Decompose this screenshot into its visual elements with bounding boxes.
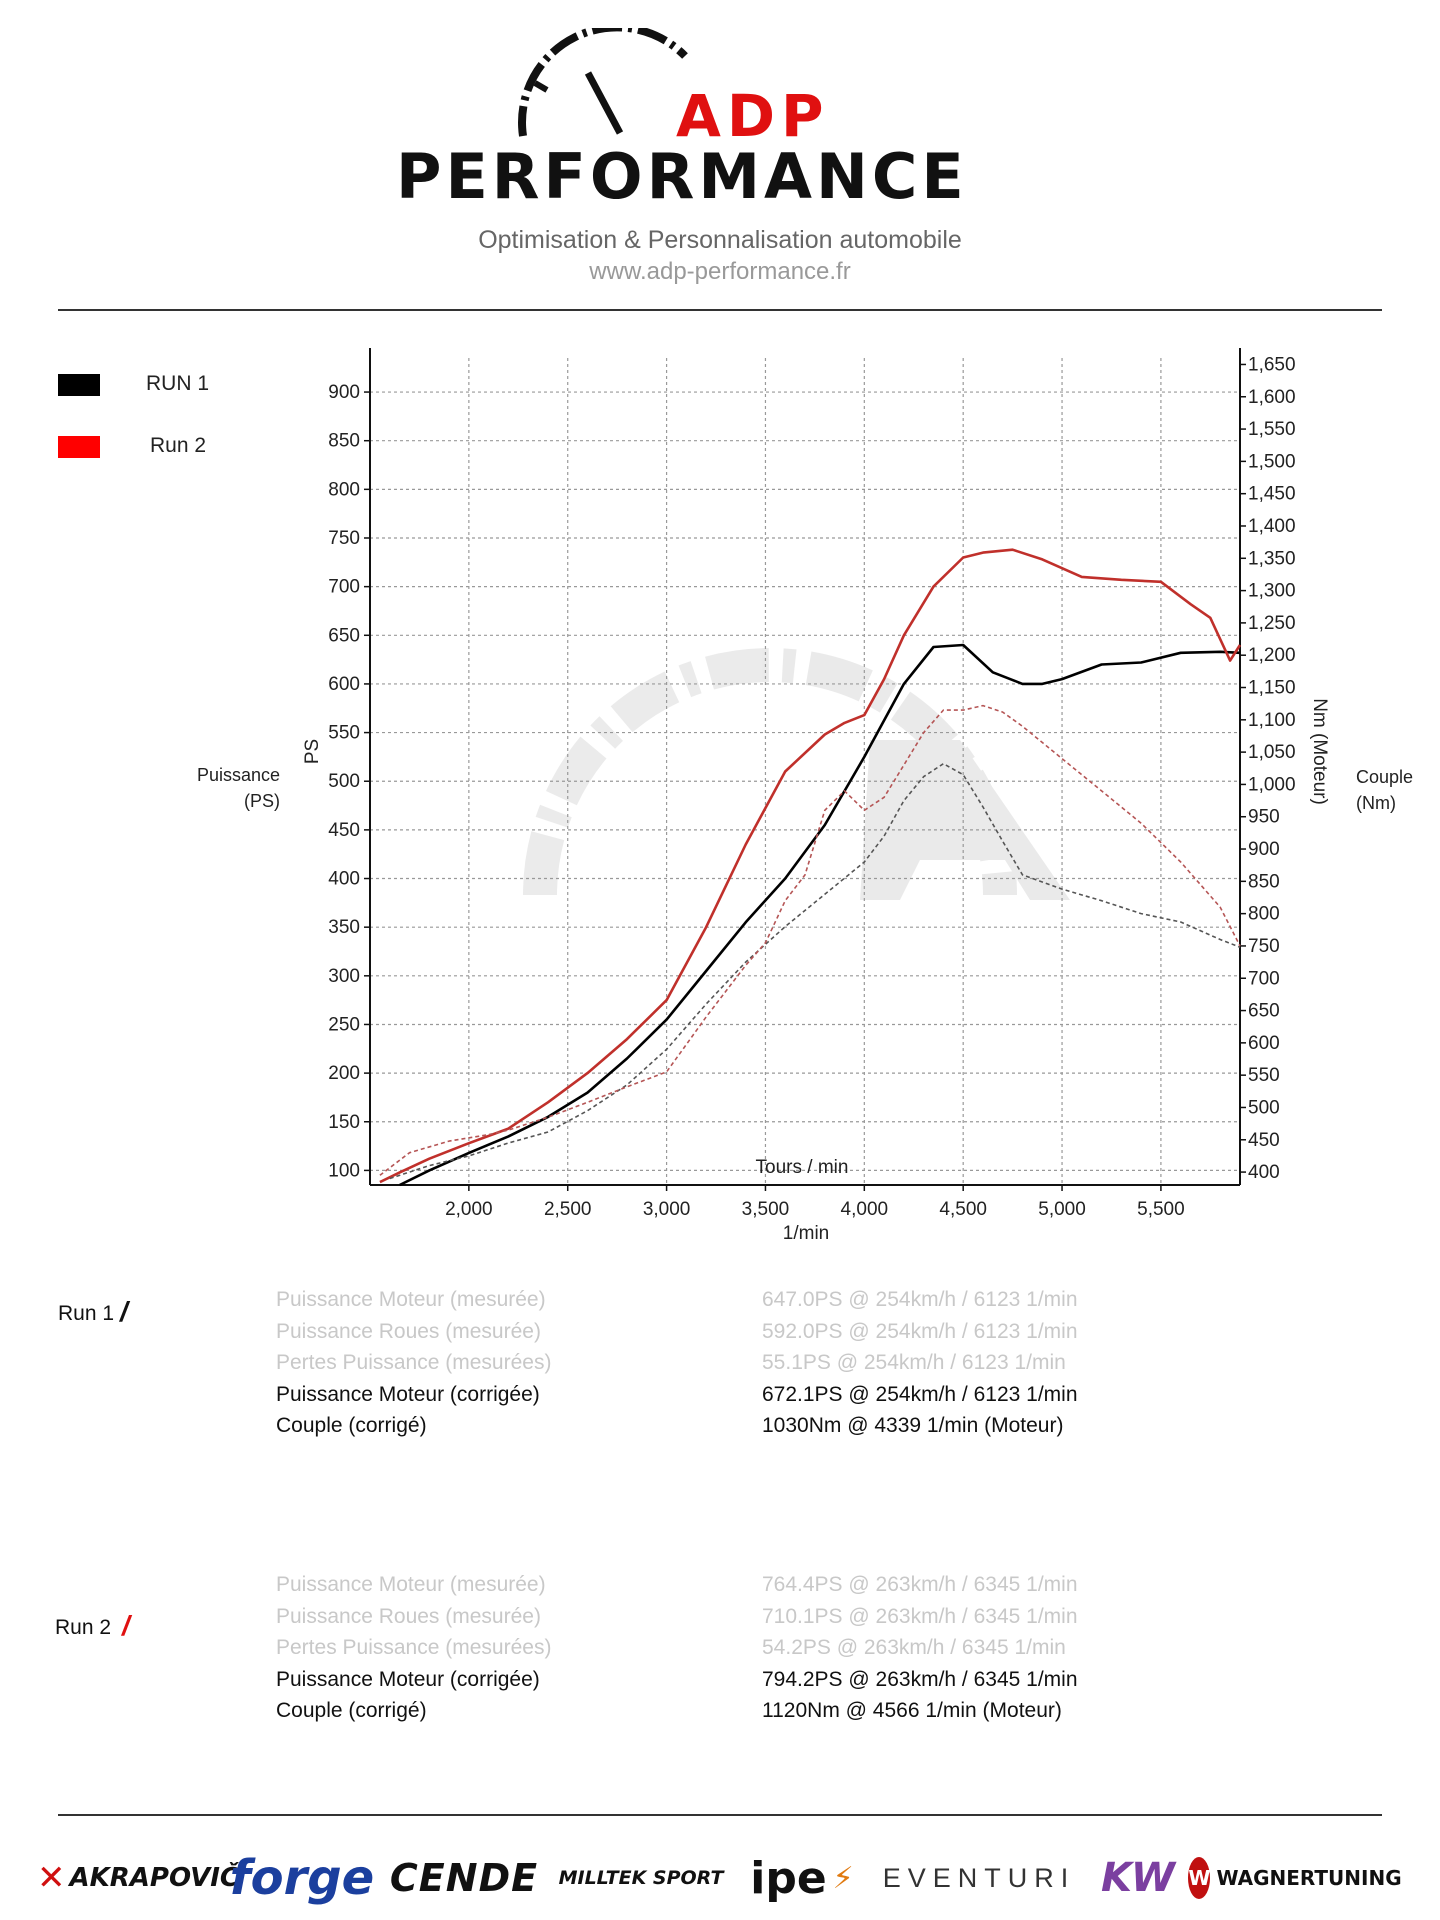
y-right-tick-label: 550 <box>1248 1065 1280 1087</box>
sponsor-wagnertuning-text: WAGNERTUNING <box>1216 1866 1402 1890</box>
y-left-tick-label: 900 <box>328 382 360 404</box>
y-right-tick-label: 1,550 <box>1248 419 1296 441</box>
run2-row-value: 1120Nm @ 4566 1/min (Moteur) <box>762 1699 1062 1722</box>
y-left-tick-label: 150 <box>328 1111 360 1133</box>
y-right-tick-label: 1,200 <box>1248 645 1296 667</box>
y-left-tick-label: 450 <box>328 819 360 841</box>
y-left-tick-label: 250 <box>328 1014 360 1036</box>
run1-row-value: 55.1PS @ 254km/h / 6123 1/min <box>762 1351 1066 1374</box>
y-right-ticks <box>1240 354 1296 1183</box>
y-left-tick-label: 200 <box>328 1063 360 1085</box>
y-right-tick-label: 1,100 <box>1248 709 1296 731</box>
run2-row-label: Puissance Roues (mesurée) <box>276 1604 541 1628</box>
y-left-tick-label: 550 <box>328 722 360 744</box>
y-left-tick-label: 800 <box>328 479 360 501</box>
y-left-tick-label: 750 <box>328 527 360 549</box>
run2-row-label: Couple (corrigé) <box>276 1699 427 1722</box>
y-right-axis-label: Nm (Moteur) <box>1309 698 1330 805</box>
x-tick-label: 3,000 <box>642 1199 691 1220</box>
y-left-tick-label: 300 <box>328 965 360 987</box>
y-right-tick-label: 400 <box>1248 1162 1280 1184</box>
y-right-tick-label: 800 <box>1248 903 1280 925</box>
x-tick-label: 5,500 <box>1137 1199 1185 1220</box>
x-tick-label: 2,500 <box>543 1199 592 1220</box>
x-axis-label: Tours / min <box>755 1157 849 1178</box>
x-tick-label: 3,500 <box>741 1199 790 1220</box>
sponsor-akrapovic-logo <box>36 1848 240 1908</box>
run1-row-label: Couple (corrigé) <box>276 1414 427 1437</box>
header-divider <box>58 309 1382 311</box>
run1-row-label: Pertes Puissance (mesurées) <box>276 1351 552 1374</box>
y-right-tick-label: 450 <box>1248 1129 1280 1151</box>
run1-label: Run 1 <box>58 1302 115 1325</box>
sponsor-ipe-logo <box>734 1848 870 1908</box>
y-right-tick-label: 700 <box>1248 968 1280 990</box>
x-axis-unit-label: 1/min <box>782 1223 830 1240</box>
y-left-tick-label: 500 <box>328 771 360 793</box>
run1-row-value: 1030Nm @ 4339 1/min (Moteur) <box>762 1414 1064 1437</box>
brand-adp: ADP <box>676 82 830 150</box>
run2-row-label: Pertes Puissance (mesurées) <box>276 1636 552 1659</box>
y-right-tick-label: 1,150 <box>1248 677 1296 699</box>
run2-label: Run 2 <box>55 1616 112 1639</box>
watermark-logo-icon <box>540 665 1070 900</box>
series-line-power-run2 <box>380 550 1240 1182</box>
run1-row-value: 647.0PS @ 254km/h / 6123 1/min <box>762 1288 1078 1311</box>
y-left-axis-label: PS <box>302 738 323 765</box>
run2-row-label: Puissance Moteur (corrigée) <box>276 1667 540 1691</box>
sponsor-wagnertuning-logo <box>1188 1848 1402 1908</box>
y-right-tick-label: 1,450 <box>1248 483 1296 505</box>
chart-axes <box>370 348 1240 1185</box>
y-left-tick-label: 850 <box>328 430 360 452</box>
y-left-tick-label: 350 <box>328 917 360 939</box>
y-right-tick-label: 500 <box>1248 1097 1280 1119</box>
left-title-line2: (PS) <box>244 791 280 811</box>
y-left-ticks <box>328 382 370 1181</box>
website-link[interactable]: www.adp-performance.fr <box>589 258 851 285</box>
x-ticks <box>445 1185 1185 1220</box>
y-left-tick-label: 400 <box>328 868 360 890</box>
tachometer-logo-icon <box>505 28 695 138</box>
dyno-chart <box>0 340 1440 1240</box>
series-line-torque-run1 <box>390 764 1240 1179</box>
y-right-tick-label: 1,650 <box>1248 354 1296 376</box>
run1-row-label: Puissance Moteur (mesurée) <box>276 1288 546 1311</box>
run1-row-label: Puissance Moteur (corrigée) <box>276 1382 540 1406</box>
legend-label-run2: Run 2 <box>150 434 207 457</box>
run1-row-label: Puissance Roues (mesurée) <box>276 1319 541 1343</box>
ipe-flame-icon: ⚡ <box>832 1860 854 1896</box>
sponsor-ipe-text: ipe <box>750 1852 827 1904</box>
sponsor-akrapovic-text: AKRAPOVIČ <box>69 1863 240 1893</box>
y-right-tick-label: 750 <box>1248 935 1280 957</box>
brand-performance: PERFORMANCE <box>396 140 968 213</box>
y-right-tick-label: 1,500 <box>1248 451 1296 473</box>
y-right-tick-label: 1,300 <box>1248 580 1296 602</box>
run2-row-value: 710.1PS @ 263km/h / 6345 1/min <box>762 1604 1078 1628</box>
run2-row-label: Puissance Moteur (mesurée) <box>276 1573 546 1596</box>
sponsor-kw-logo: KW <box>1100 1855 1176 1901</box>
x-tick-label: 2,000 <box>445 1199 493 1220</box>
series-line-power-run1 <box>400 645 1240 1185</box>
legend-label-run1: RUN 1 <box>146 372 210 395</box>
akrapovic-mark-icon: ✕ <box>36 1858 66 1898</box>
run2-row-value: 794.2PS @ 263km/h / 6345 1/min <box>762 1667 1078 1691</box>
right-title-line1: Couple <box>1356 767 1414 787</box>
y-right-tick-label: 950 <box>1248 806 1280 828</box>
sponsor-milltek-logo: MILLTEK SPORT <box>558 1867 724 1889</box>
run2-row-value: 54.2PS @ 263km/h / 6345 1/min <box>762 1636 1066 1659</box>
run2-row-value: 764.4PS @ 263km/h / 6345 1/min <box>762 1573 1078 1596</box>
series-line-torque-run2 <box>380 706 1240 1176</box>
wagner-badge-icon: W <box>1188 1857 1210 1899</box>
x-tick-label: 4,500 <box>939 1199 987 1220</box>
y-right-tick-label: 1,350 <box>1248 548 1296 570</box>
left-title-line1: Puissance <box>196 765 280 785</box>
run1-slash: / <box>120 1296 128 1327</box>
chart-grid <box>370 358 1240 1185</box>
run1-row-value: 672.1PS @ 254km/h / 6123 1/min <box>762 1382 1078 1406</box>
y-right-tick-label: 900 <box>1248 839 1280 861</box>
y-right-tick-label: 600 <box>1248 1032 1280 1054</box>
chart-series <box>380 550 1240 1185</box>
sponsor-forge-logo: forge <box>229 1850 375 1906</box>
y-right-tick-label: 850 <box>1248 871 1280 893</box>
y-left-tick-label: 650 <box>328 625 360 647</box>
y-right-tick-label: 650 <box>1248 1000 1280 1022</box>
run1-row-value: 592.0PS @ 254km/h / 6123 1/min <box>762 1319 1078 1343</box>
sponsor-cende-logo: CENDE <box>389 1856 539 1900</box>
sponsor-eventuri-logo: EVENTURI <box>882 1862 1076 1893</box>
y-right-tick-label: 1,400 <box>1248 515 1296 537</box>
y-right-tick-label: 1,050 <box>1248 742 1296 764</box>
header <box>0 0 1440 320</box>
y-left-tick-label: 600 <box>328 673 360 695</box>
run2-slash: / <box>122 1610 130 1641</box>
x-tick-label: 5,000 <box>1038 1199 1086 1220</box>
y-right-tick-label: 1,600 <box>1248 386 1296 408</box>
right-title-line2: (Nm) <box>1356 793 1396 813</box>
tagline: Optimisation & Personnalisation automobile <box>478 226 962 254</box>
footer-divider <box>58 1814 1382 1816</box>
y-right-tick-label: 1,000 <box>1248 774 1296 796</box>
y-left-tick-label: 100 <box>328 1160 360 1182</box>
x-tick-label: 4,000 <box>840 1199 889 1220</box>
y-right-tick-label: 1,250 <box>1248 612 1296 634</box>
y-left-tick-label: 700 <box>328 576 360 598</box>
